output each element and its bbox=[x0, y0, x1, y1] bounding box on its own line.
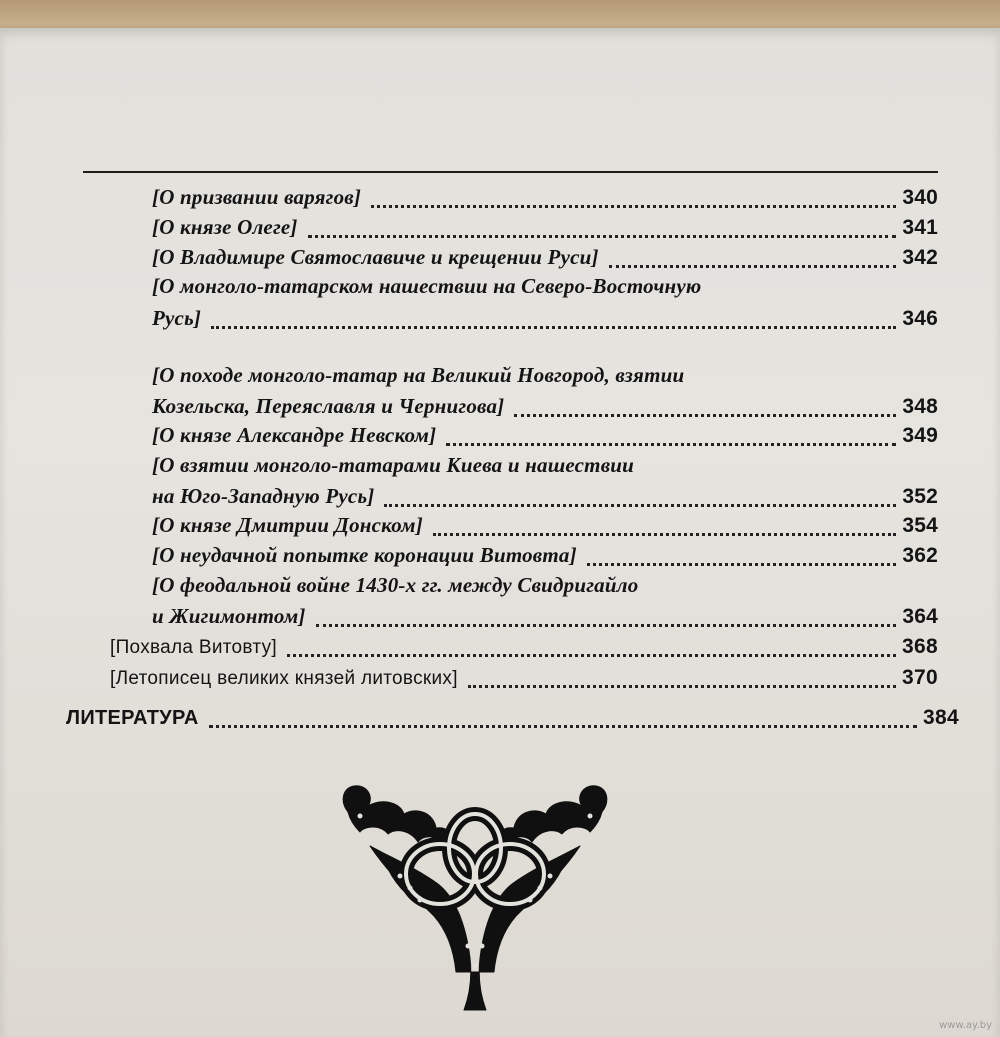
leader-dots bbox=[287, 654, 896, 657]
toc-entry-page: 348 bbox=[902, 395, 938, 418]
toc-entry-page: 340 bbox=[902, 186, 938, 209]
toc-entry-title: [О призвании варягов] bbox=[152, 185, 362, 209]
leader-dots bbox=[446, 443, 896, 446]
toc-entry-title-cont: на Юго-Западную Русь] bbox=[152, 484, 375, 508]
toc-entry-literature bbox=[66, 703, 959, 732]
toc-entry-page: 370 bbox=[902, 666, 938, 689]
toc-entry bbox=[152, 361, 938, 421]
knot-ornament-icon bbox=[330, 776, 620, 1016]
toc-entry-title: [О неудачной попытке коронации Витовта] bbox=[152, 543, 577, 567]
toc-entry-page: 342 bbox=[902, 246, 938, 269]
leader-dots bbox=[468, 685, 896, 688]
leader-dots bbox=[433, 533, 896, 536]
toc-entry bbox=[152, 272, 938, 333]
leader-dots bbox=[211, 326, 896, 329]
leader-dots bbox=[209, 725, 917, 728]
leader-dots bbox=[514, 414, 896, 417]
toc-entry-title-cont: Русь] bbox=[152, 306, 202, 330]
toc-entry-title: [Похвала Витовту] bbox=[110, 637, 277, 658]
toc-entry bbox=[152, 571, 938, 631]
toc-entry-title: [Летописец великих князей литовских] bbox=[110, 668, 458, 689]
leader-dots bbox=[609, 265, 896, 268]
toc-entry bbox=[152, 213, 938, 242]
leader-dots bbox=[587, 563, 896, 566]
toc-entry-title: [О Владимире Святославиче и крещении Руси] bbox=[152, 245, 599, 269]
leader-dots bbox=[371, 205, 896, 208]
toc-entry-page: 349 bbox=[902, 424, 938, 447]
toc-entry bbox=[110, 632, 938, 661]
toc-entry-page: 362 bbox=[902, 544, 938, 567]
leader-dots bbox=[308, 235, 896, 238]
toc-entry-title: [О феодальной войне 1430-х гг. между Свидригайло bbox=[152, 573, 639, 597]
toc-entry-page: 384 bbox=[923, 706, 959, 729]
leader-dots bbox=[316, 624, 896, 627]
toc-entry-title-cont: и Жигимонтом] bbox=[152, 604, 306, 628]
toc-entry bbox=[152, 421, 938, 450]
toc-entry bbox=[110, 663, 938, 692]
toc-entry-title: ЛИТЕРАТУРА bbox=[66, 707, 199, 729]
toc-entry bbox=[152, 183, 938, 212]
toc-entry-title: [О походе монголо-татар на Великий Новгород, взятии bbox=[152, 363, 685, 387]
toc-entry bbox=[152, 451, 938, 511]
toc-entry bbox=[152, 511, 938, 540]
toc-entry-page: 364 bbox=[902, 605, 938, 628]
toc-entry-title-cont: Козельска, Переяславля и Чернигова] bbox=[152, 394, 505, 418]
toc-entry-title: [О взятии монголо-татарами Киева и нашествии bbox=[152, 453, 635, 477]
toc-entry bbox=[152, 541, 938, 570]
toc-entry-title: [О князе Дмитрии Донском] bbox=[152, 513, 423, 537]
toc-entry-page: 341 bbox=[902, 216, 938, 239]
toc-entry-title: [О монголо-татарском нашествии на Северо-Восточную bbox=[152, 274, 702, 298]
toc-entry bbox=[152, 243, 938, 272]
toc-entry-page: 346 bbox=[902, 307, 938, 330]
toc-entry-page: 354 bbox=[902, 514, 938, 537]
book-page bbox=[0, 28, 1000, 1037]
toc-entry-title: [О князе Олеге] bbox=[152, 215, 298, 239]
toc-entry-page: 368 bbox=[902, 635, 938, 658]
toc-entry-page: 352 bbox=[902, 485, 938, 508]
toc-entry-title: [О князе Александре Невском] bbox=[152, 423, 437, 447]
watermark: www.ay.by bbox=[939, 1020, 992, 1031]
leader-dots bbox=[384, 504, 896, 507]
